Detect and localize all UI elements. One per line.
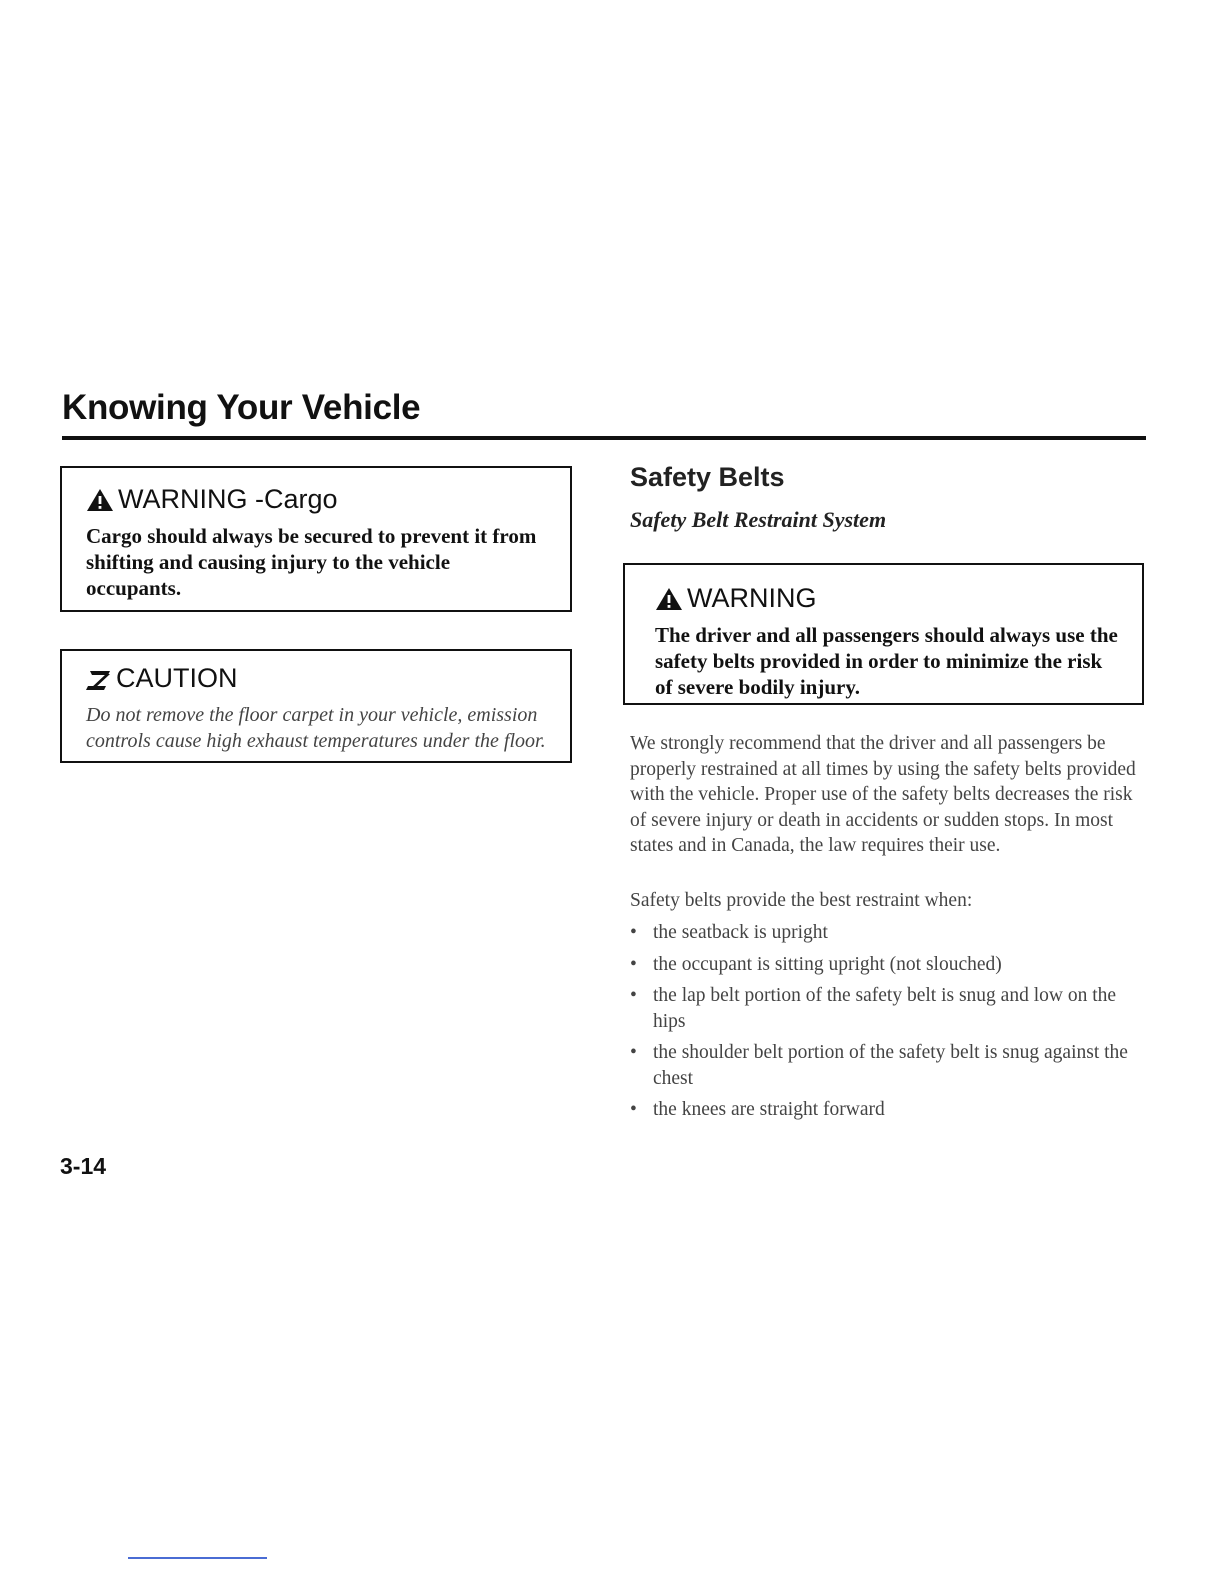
warning-cargo-box [60,466,572,612]
safety-belts-subheading: Safety Belt Restraint System [630,507,887,532]
warning-belts-box [623,563,1144,705]
warning-belts-text: The driver and all passengers should always use the safety belts provided in order to minimize the risk of severe bodily injury. [655,623,1118,699]
list-item [630,983,1145,1034]
warning-belts-heading [655,585,1118,612]
list-item [630,1040,1145,1091]
title-rule [62,436,1146,440]
bullet-icon: • [630,922,637,943]
caution-box [60,649,572,763]
bullet-icon: • [630,1042,637,1063]
list-item [630,952,1145,978]
list-item-text: the seatback is upright [653,922,828,943]
warning-belts-title: WARNING [687,583,817,613]
recommendation-paragraph: We strongly recommend that the driver and all passengers be properly restrained at all times by using the safety belts provided with the vehicle. Proper use of the safety belts decreases the risk of severe injury or death in accidents or sudden stops. In most states and in Canada, the law requires their use. [630,733,1136,856]
warning-cargo-heading [86,486,548,513]
warning-triangle-icon [86,488,114,512]
footer-divider [128,1557,267,1559]
list-item-text: the occupant is sitting upright (not slouched) [653,953,1002,975]
list-item [630,1097,1145,1123]
bullet-icon: • [630,1099,637,1120]
caution-slash-icon [86,667,112,691]
list-item-text: the shoulder belt portion of the safety belt is snug against the chest [653,1042,1128,1089]
warning-cargo-title: WARNING -Cargo [118,484,338,514]
bullet-icon: • [630,953,637,975]
warning-triangle-icon [655,587,683,611]
caution-text: Do not remove the floor carpet in your vehicle, emission controls cause high exhaust temperatures under the floor. [86,704,546,752]
page-title: Knowing Your Vehicle [62,388,421,427]
bullet-icon: • [630,985,637,1006]
restraint-conditions-list [630,920,1145,1129]
restraint-intro: Safety belts provide the best restraint when: [630,890,973,911]
page-number: 3-14 [60,1153,107,1179]
list-item [630,920,1145,946]
list-item-text: the lap belt portion of the safety belt is snug and low on the hips [653,985,1117,1032]
list-item-text: the knees are straight forward [653,1099,885,1120]
caution-title: CAUTION [116,663,238,693]
warning-cargo-text: Cargo should always be secured to prevent it from shifting and causing injury to the vehicle occupants. [86,524,537,600]
safety-belts-heading: Safety Belts [630,462,785,492]
caution-heading [86,665,548,692]
